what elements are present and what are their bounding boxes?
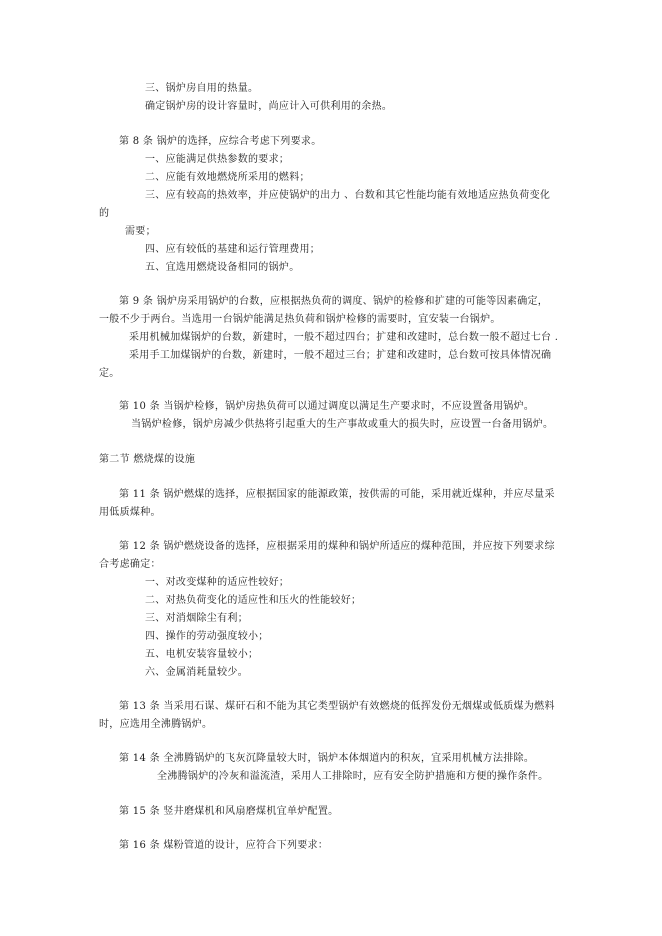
article-heading: 第 14 条 全沸腾锅炉的飞灰沉降量较大时，锅炉本体烟道内的积灰，宜采用机械方法排除。 (119, 753, 535, 764)
section-heading: 第二节 燃烧煤的设施 (99, 454, 196, 465)
article-heading: 第 16 条 煤粉管道的设计，应符合下列要求： (119, 840, 329, 851)
text-line: 二、应能有效地燃烧所采用的燃料； (145, 172, 310, 183)
text-line: 二、对热负荷变化的适应性和压火的性能较好； (145, 595, 362, 606)
text-line: 合考虑确定： (99, 559, 161, 570)
text-line: 五、宜选用燃烧设备相同的锅炉。 (145, 262, 300, 273)
article-heading: 第 9 条 锅炉房采用锅炉的台数，应根据热负荷的调度、锅炉的检修和扩建的可能等因素确定， (119, 296, 549, 307)
text-line: 全沸腾锅炉的冷灰和溢流渣，采用人工排除时，应有安全防护措施和方便的操作条件。 (157, 771, 549, 782)
article-heading: 第 8 条 锅炉的选择，应综合考虑下列要求。 (119, 136, 322, 147)
text-line: 用低质煤种。 (99, 507, 161, 518)
text-line: 六、金属消耗量较少。 (145, 667, 248, 678)
article-heading: 第 10 条 当锅炉检修，锅炉房热负荷可以通过调度以满足生产要求时，不应设置备用锅炉。 (119, 401, 535, 412)
article-heading: 第 15 条 竖井磨煤机和风扇磨煤机宜单炉配置。 (119, 806, 339, 817)
text-line: 定。 (99, 368, 120, 379)
text-line: 的 (99, 208, 110, 219)
text-line: 一、对改变煤种的适应性较好； (145, 577, 290, 588)
text-line: 三、应有较高的热效率，并应使锅炉的出力 、台数和其它性能均能有效地适应热负荷变化 (145, 190, 551, 201)
text-line: 当锅炉检修，锅炉房减少供热将引起重大的生产事故或重大的损失时，应设置一台备用锅炉。 (131, 419, 554, 430)
text-line: 采用手工加煤锅炉的台数，新建时，一般不超过三台；扩建和改建时，总台数可按具体情况确 (129, 350, 552, 361)
article-heading: 第 12 条 锅炉燃烧设备的选择，应根据采用的煤种和锅炉所适应的煤种范围，并应按下列要求综 (119, 541, 555, 552)
text-line: 四、操作的劳动强度较小； (145, 631, 269, 642)
text-line: 一般不少于两台。当选用一台锅炉能满足热负荷和锅炉检修的需要时，宜安装一台锅炉。 (99, 314, 501, 325)
text-line: 确定锅炉房的设计容量时，尚应计入可供利用的余热。 (145, 101, 393, 112)
text-line: 一、应能满足供热参数的要求； (145, 154, 290, 165)
text-line: 三、锅炉房自用的热量。 (145, 83, 259, 94)
text-line: 需要； (125, 226, 156, 237)
article-heading: 第 11 条 锅炉燃煤的选择，应根据国家的能源政策，按供需的可能，采用就近煤种，并应尽量采 (119, 489, 555, 500)
text-line: 时，应选用全沸腾锅炉。 (99, 719, 213, 730)
article-heading: 第 13 条 当采用石谋、煤矸石和不能为其它类型锅炉有效燃烧的低挥发份无烟煤或低质煤为燃料 (119, 701, 555, 712)
text-line: 四、应有较低的基建和运行管理费用； (145, 244, 321, 255)
text-line: 三、对消烟除尘有利； (145, 613, 248, 624)
text-line: 五、电机安装容量较小； (145, 649, 259, 660)
text-line: 采用机械加煤锅炉的台数，新建时，一般不超过四台；扩建和改建时，总台数一般不超过七台 . (129, 332, 559, 343)
